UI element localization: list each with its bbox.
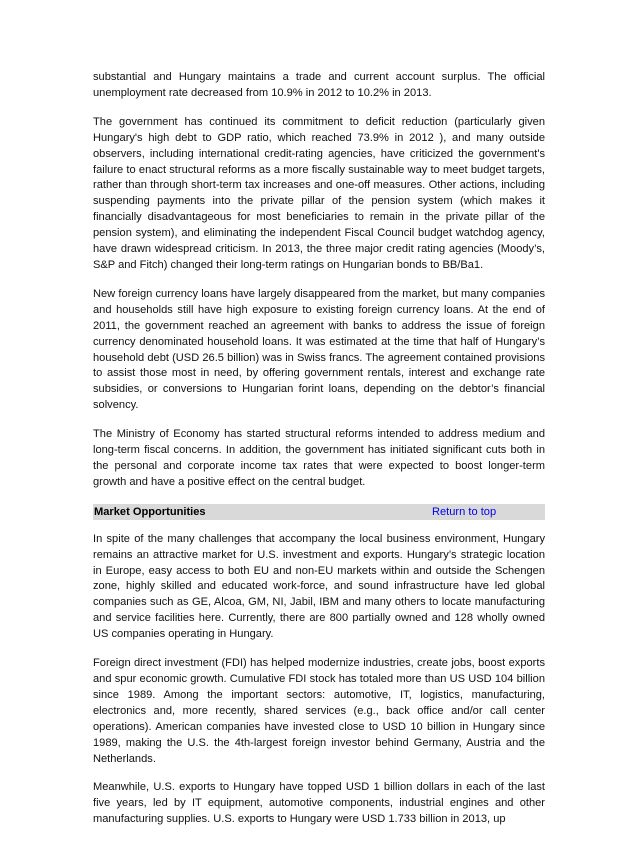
document-page <box>93 70 545 841</box>
paragraph-foreign-currency-loans: New foreign currency loans have largely disappeared from the market, but many companies and households still have high exposure to existing foreign currency loans. At the end of 2011, the government reached an agreement with banks to address the issue of foreign currency denominated household loans. It was estimated at the time that half of Hungary’s household debt (USD 26.5 billion) was in Swiss francs. The agreement contained provisions to assist those most in need, by offering government rentals, interest and exchange rate subsidies, or conversions to Hungarian forint loans, depending on the debtor’s financial solvency. <box>93 287 545 412</box>
paragraph-trade-surplus: substantial and Hungary maintains a trade and current account surplus. The official unemployment rate decreased from 10.9% in 2012 to 10.2% in 2013. <box>93 71 545 99</box>
paragraph-structural-reforms: The Ministry of Economy has started structural reforms intended to address medium and long-term fiscal concerns. In addition, the government has initiated significant cuts both in the personal and corporate income tax rates that were expected to boost longer-term growth and have a positive effect on the central budget. <box>93 428 545 488</box>
section-title: Market Opportunities <box>94 505 206 518</box>
section-header-market-opportunities <box>93 504 545 520</box>
paragraph-deficit-reduction: The government has continued its commitment to deficit reduction (particularly given Hungary's high debt to GDP ratio, which reached 73.9% in 2012 ), and many outside observers, including international credit-rating agencies, have criticized the government's failure to enact structural reforms as a more fiscally sustainable way to meet budget targets, rather than through short-term tax increases and one-off measures. Other actions, including suspending payments into the private pillar of the pension system (which makes it financially disadvantageous for most beneficiaries to remain in the private pillar of the pension system), and eliminating the independent Fiscal Council budget watchdog agency, have drawn widespread criticism. In 2013, the three major credit rating agencies (Moody’s, S&P and Fitch) changed their long-term ratings on Hungarian bonds to BB/Ba1. <box>93 115 545 271</box>
paragraph-fdi: Foreign direct investment (FDI) has helped modernize industries, create jobs, boost exports and spur economic growth. Cumulative FDI stock has totaled more than US USD 104 billion since 1989. Among the important sectors: automotive, IT, logistics, manufacturing, electronics and, more recently, shared services (e.g., back office and/or call center operations). American companies have invested close to USD 10 billion in Hungary since 1989, making the U.S. the 4th-largest foreign investor behind Germany, Austria and the Netherlands. <box>93 657 545 765</box>
paragraph-us-exports: Meanwhile, U.S. exports to Hungary have topped USD 1 billion dollars in each of the last five years, led by IT equipment, automotive components, industrial engines and other manufacturing supplies. U.S. exports to Hungary were USD 1.733 billion in 2013, up <box>93 781 545 826</box>
paragraph-attractive-market: In spite of the many challenges that accompany the local business environment, Hungary remains an attractive market for U.S. investment and exports. Hungary’s strategic location in Europe, easy access to both EU and non-EU markets within and outside the Schengen zone, highly skilled and educated work-force, and sound infrastructure have led global companies such as GE, Alcoa, GM, NI, Jabil, IBM and many others to locate manufacturing and service facilities here. Currently, there are 800 partially owned and 128 wholly owned US companies operating in Hungary. <box>93 532 545 641</box>
return-to-top-link[interactable]: Return to top <box>432 505 497 518</box>
